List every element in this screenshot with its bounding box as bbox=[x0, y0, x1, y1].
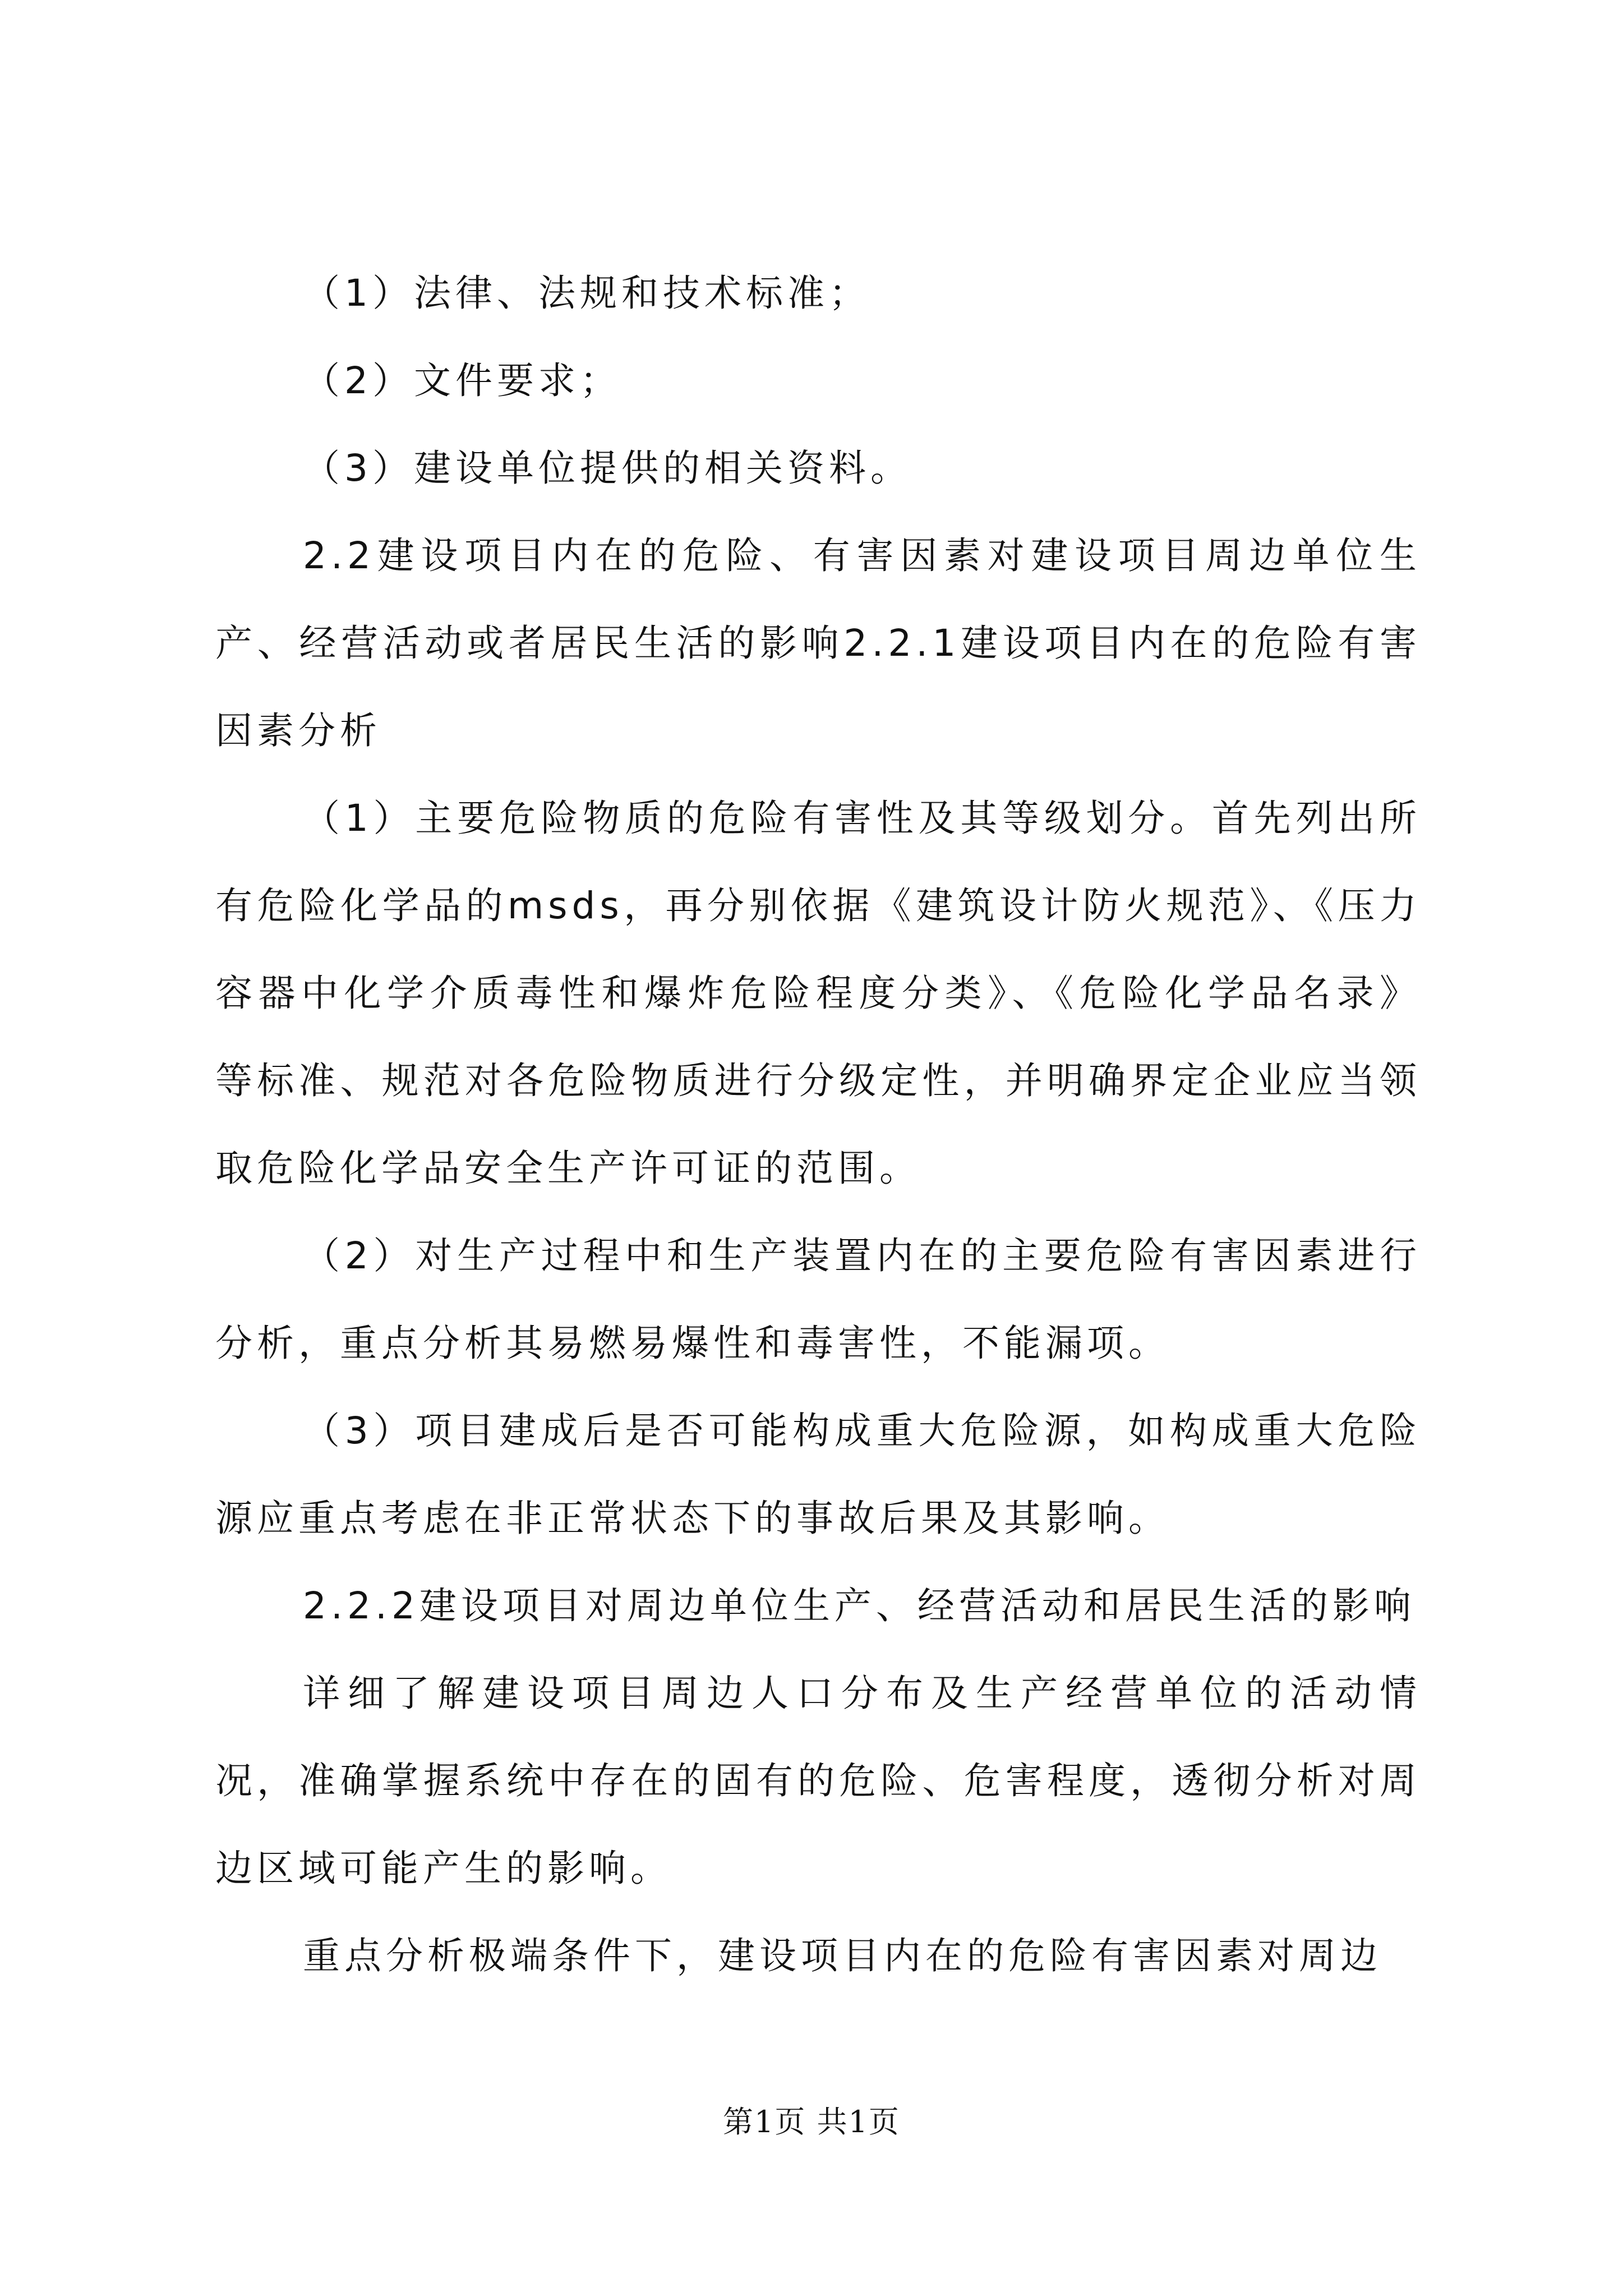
page-footer: 第1页 共1页 bbox=[723, 2104, 900, 2139]
paragraph-surroundings: 详细了解建设项目周边人口分布及生产经营单位的活动情况，准确掌握系统中存在的固有的危险、危害程度，透彻分析对周边区域可能产生的影响。 bbox=[215, 1672, 1421, 1890]
paragraph-extreme-conditions: 重点分析极端条件下，建设项目内在的危险有害因素对周边 bbox=[303, 1934, 1382, 1977]
paragraph-major-hazard: （3）项目建成后是否可能构成重大危险源，如构成重大危险源应重点考虑在非正常状态下的事故后果及其影响。 bbox=[215, 1409, 1421, 1540]
paragraph-hazardous-substances: （1）主要危险物质的危险有害性及其等级划分。首先列出所有危险化学品的msds，再分别依据《建筑设计防火规范》、《压力容器中化学介质毒性和爆炸危险程度分类》、《危险化学品名录》等标准、规范对各危险物质进行分级定性，并明确界定企业应当领取危险化学品安全生产许可证的范围。 bbox=[215, 797, 1421, 1190]
paragraph-process-analysis: （2）对生产过程中和生产装置内在的主要危险有害因素进行分析，重点分析其易燃易爆性和毒害性，不能漏项。 bbox=[215, 1234, 1421, 1365]
document-body bbox=[215, 250, 1421, 2000]
paragraph-section-2-2: 2.2建设项目内在的危险、有害因素对建设项目周边单位生产、经营活动或者居民生活的影响2.2.1建设项目内在的危险有害因素分析 bbox=[215, 534, 1421, 752]
paragraph-section-2-2-2: 2.2.2建设项目对周边单位生产、经营活动和居民生活的影响 bbox=[303, 1584, 1415, 1627]
paragraph-law-standards: （1）法律、法规和技术标准； bbox=[303, 272, 870, 315]
paragraph-file-requirements: （2）文件要求； bbox=[303, 359, 621, 402]
paragraph-unit-materials: （3）建设单位提供的相关资料。 bbox=[303, 447, 912, 490]
